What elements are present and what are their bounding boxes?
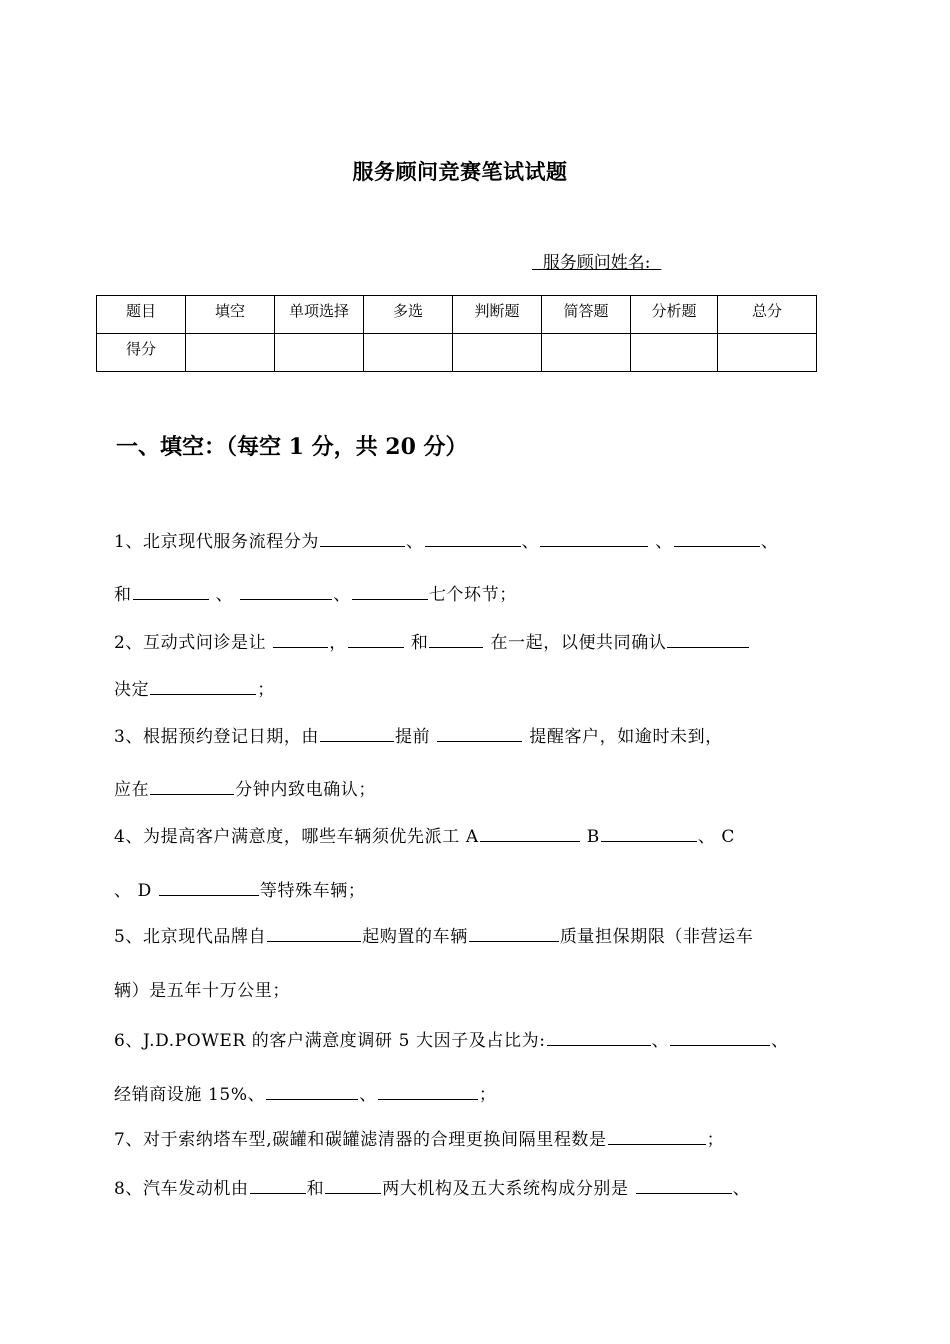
question-text: 辆）是五年十万公里； <box>114 981 290 1001</box>
question-text: 6、J.D.POWER 的客户满意度调研 5 大因子及占比为: <box>114 1031 546 1051</box>
question-text: 、 <box>406 532 424 552</box>
question-text: 、 <box>732 1179 751 1199</box>
question-text: ， <box>329 633 347 653</box>
question-text: 、 <box>359 1085 377 1105</box>
consultant-name-label: 服务顾问姓名: <box>532 253 662 273</box>
score-cell <box>275 334 364 372</box>
question-text: 、 D <box>114 881 158 901</box>
question-text: 质量担保期限（非营运车 <box>559 927 754 947</box>
blank <box>636 1179 732 1194</box>
question-line <box>114 722 723 747</box>
question-text: 、 <box>760 532 779 552</box>
question-line <box>114 675 275 700</box>
blank <box>150 680 256 695</box>
score-cell <box>631 334 718 372</box>
blank <box>429 633 483 648</box>
question-text: ； <box>478 1085 497 1105</box>
score-cell <box>542 334 631 372</box>
question-text: 经销商设施 15%、 <box>114 1085 266 1105</box>
blank <box>670 1031 770 1046</box>
blank <box>348 633 404 648</box>
header-cell: 题目 <box>97 296 186 334</box>
question-text: 、 <box>333 585 351 605</box>
question-text: 、 <box>521 532 540 552</box>
question-text: 5、北京现代品牌自 <box>114 927 267 947</box>
question-text: 、 C <box>697 827 736 847</box>
blank <box>547 1031 651 1046</box>
blank <box>266 1085 358 1100</box>
score-cell <box>453 334 542 372</box>
question-line <box>114 876 365 901</box>
blank <box>150 780 234 795</box>
question-text: 4、为提高客户满意度，哪些车辆须优先派工 A <box>114 827 479 847</box>
question-line <box>114 922 753 947</box>
blank <box>667 633 749 648</box>
blank <box>608 1130 706 1145</box>
question-text: 七个环节； <box>428 585 517 605</box>
question-text: 2、互动式问诊是让 <box>114 633 273 653</box>
question-text: 3、根据预约登记日期，由 <box>114 727 320 747</box>
score-cell <box>364 334 453 372</box>
question-text: 、 <box>209 585 240 605</box>
header-cell: 判断题 <box>453 296 542 334</box>
blank <box>133 585 209 600</box>
question-text: 提前 <box>395 727 437 747</box>
question-line <box>114 1080 496 1105</box>
blank <box>540 532 648 547</box>
blank <box>352 585 428 600</box>
question-text: 分钟内致电确认； <box>235 780 377 800</box>
header-cell: 总分 <box>718 296 817 334</box>
blank <box>674 532 760 547</box>
question-text: 起购置的车辆 <box>362 927 468 947</box>
score-row-label: 得分 <box>97 334 186 372</box>
blank <box>320 532 405 547</box>
question-text: 提醒客户，如逾时未到， <box>523 727 723 747</box>
question-line <box>114 822 735 847</box>
blank <box>378 1085 478 1100</box>
blank <box>480 827 580 842</box>
question-text: ； <box>257 680 275 700</box>
question-line <box>114 976 290 1001</box>
document-title: 服务顾问竞赛笔试试题 <box>352 159 568 184</box>
question-text: 和 <box>306 1179 325 1199</box>
question-text: 应在 <box>114 780 150 800</box>
header-cell: 单项选择 <box>275 296 364 334</box>
blank <box>267 927 361 942</box>
question-text: 和 <box>404 633 429 653</box>
question-text: 和 <box>114 585 132 605</box>
question-text: 7、对于索纳塔车型,碳罐和碳罐滤清器的合理更换间隔里程数是 <box>114 1130 607 1150</box>
question-line <box>114 580 517 605</box>
question-text: 8、汽车发动机由 <box>114 1179 249 1199</box>
question-text: 、 <box>651 1031 670 1051</box>
question-text: 决定 <box>114 680 150 700</box>
blank <box>240 585 332 600</box>
score-cell <box>186 334 275 372</box>
question-line <box>114 628 750 653</box>
question-text: 等特殊车辆； <box>259 881 366 901</box>
blank <box>273 633 328 648</box>
score-cell <box>718 334 817 372</box>
score-table-score-row <box>97 334 817 372</box>
question-line <box>114 1174 750 1199</box>
header-cell: 分析题 <box>631 296 718 334</box>
header-cell: 填空 <box>186 296 275 334</box>
question-line <box>114 1125 724 1150</box>
header-cell: 简答题 <box>542 296 631 334</box>
blank <box>159 881 259 896</box>
question-text: 、 <box>771 1031 789 1051</box>
blank <box>425 532 521 547</box>
question-text: 两大机构及五大系统构成分别是 <box>382 1179 635 1199</box>
question-text: ； <box>706 1130 725 1150</box>
blank <box>601 827 697 842</box>
section-heading: 一、填空：（每空 1 分，共 20 分） <box>116 434 468 460</box>
question-line <box>114 527 778 552</box>
blank <box>250 1179 306 1194</box>
question-text: B <box>580 827 600 847</box>
header-cell: 多选 <box>364 296 453 334</box>
question-text: 1、北京现代服务流程分为 <box>114 532 320 552</box>
blank <box>469 927 559 942</box>
score-table <box>96 295 817 372</box>
question-text: 、 <box>649 532 673 552</box>
question-line <box>114 775 376 800</box>
question-text: 在一起，以便共同确认 <box>484 633 667 653</box>
score-table-header-row <box>97 296 817 334</box>
blank <box>325 1179 381 1194</box>
blank <box>320 727 394 742</box>
blank <box>437 727 522 742</box>
question-line <box>114 1026 789 1051</box>
